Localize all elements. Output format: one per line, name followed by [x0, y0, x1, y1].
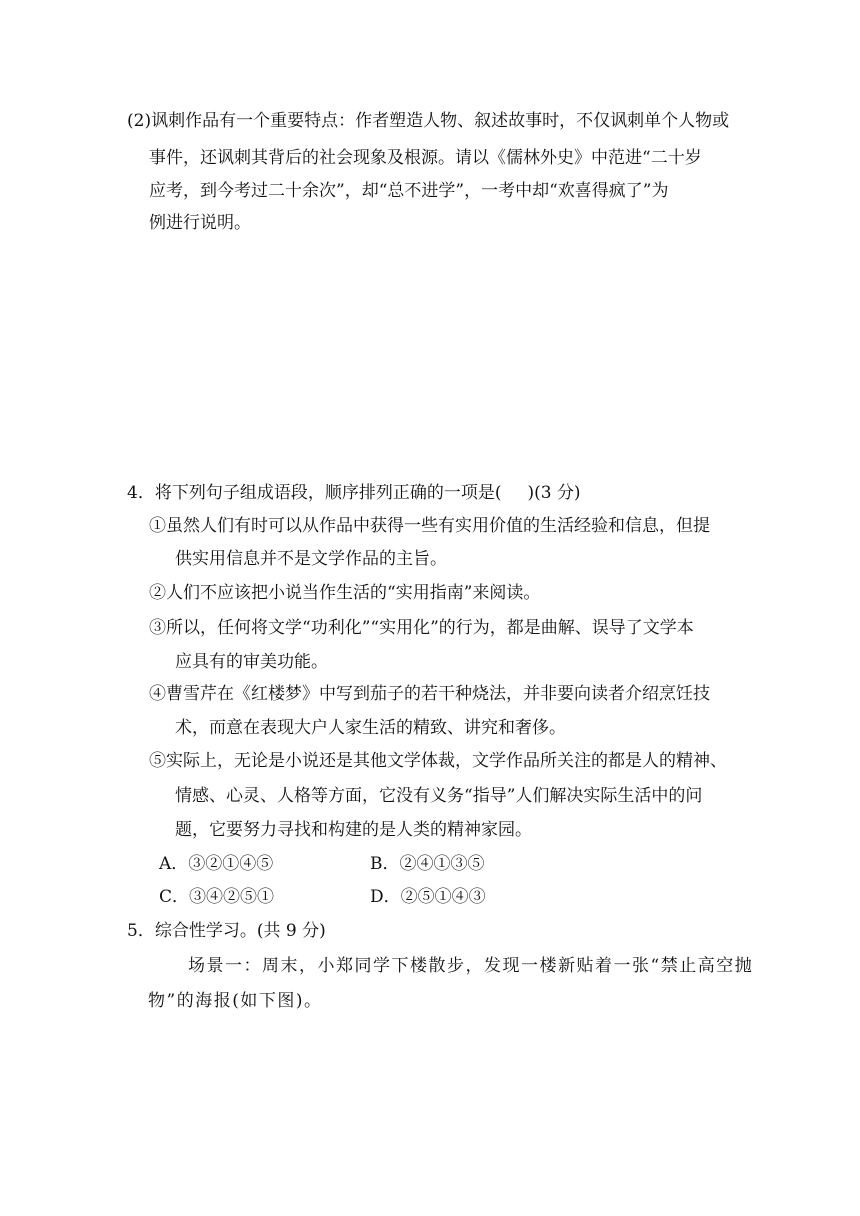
question-3-sub-2-line-1: (2)讽刺作品有一个重要特点：作者塑造人物、叙述故事时，不仅讽刺单个人物或	[127, 111, 730, 131]
scene-1-line-2: 物”的海报(如下图)。	[148, 991, 323, 1011]
question-4-title-after: )(3 分)	[527, 483, 581, 503]
question-4-title	[127, 485, 581, 502]
option-d: D．②⑤①④③	[370, 887, 486, 907]
question-3-sub-2-line-3: 应考，到今考过二十余次”，却“总不进学”，一考中却“欢喜得疯了”为	[149, 181, 669, 201]
scene-1-line-1: 场景一：周末，小郑同学下楼散步，发现一楼新贴着一张“禁止高空抛	[188, 956, 754, 976]
question-4-title-before: 4．将下列句子组成语段，顺序排列正确的一项是(	[127, 483, 502, 503]
sentence-item-5-line-1: ⑤实际上，无论是小说还是其他文学体裁，文学作品所关注的都是人的精神、	[149, 751, 727, 771]
sentence-item-3-line-1: ③所以，任何将文学“功利化”“实用化”的行为，都是曲解、误导了文学本	[149, 618, 694, 638]
sentence-item-1-line-1: ①虽然人们有时可以从作品中获得一些有实用价值的生活经验和信息，但提	[149, 516, 710, 536]
option-b: B．②④①③⑤	[370, 854, 485, 874]
question-5-title: 5．综合性学习。(共 9 分)	[127, 921, 326, 941]
sentence-item-4-line-1: ④曹雪芹在《红楼梦》中写到茄子的若干种烧法，并非要向读者介绍烹饪技	[149, 684, 710, 704]
sentence-item-5-line-2: 情感、心灵、人格等方面，它没有义务“指导”人们解决实际生活中的问	[175, 786, 703, 806]
sentence-item-4-line-2: 术，而意在表现大户人家生活的精致、讲究和奢侈。	[175, 718, 566, 738]
sentence-item-1-line-2: 供实用信息并不是文学作品的主旨。	[175, 549, 447, 569]
sentence-item-3-line-2: 应具有的审美功能。	[175, 652, 328, 672]
option-c: C．③④②⑤①	[159, 887, 275, 907]
option-a: A．③②①④⑤	[159, 854, 274, 874]
question-3-sub-2-line-2: 事件，还讽刺其背后的社会现象及根源。请以《儒林外史》中范进“二十岁	[149, 148, 702, 168]
question-3-sub-2-line-4: 例进行说明。	[149, 213, 251, 233]
sentence-item-2-line-1: ②人们不应该把小说当作生活的“实用指南”来阅读。	[149, 583, 541, 603]
sentence-item-5-line-3: 题，它要努力寻找和构建的是人类的精神家园。	[175, 820, 532, 840]
